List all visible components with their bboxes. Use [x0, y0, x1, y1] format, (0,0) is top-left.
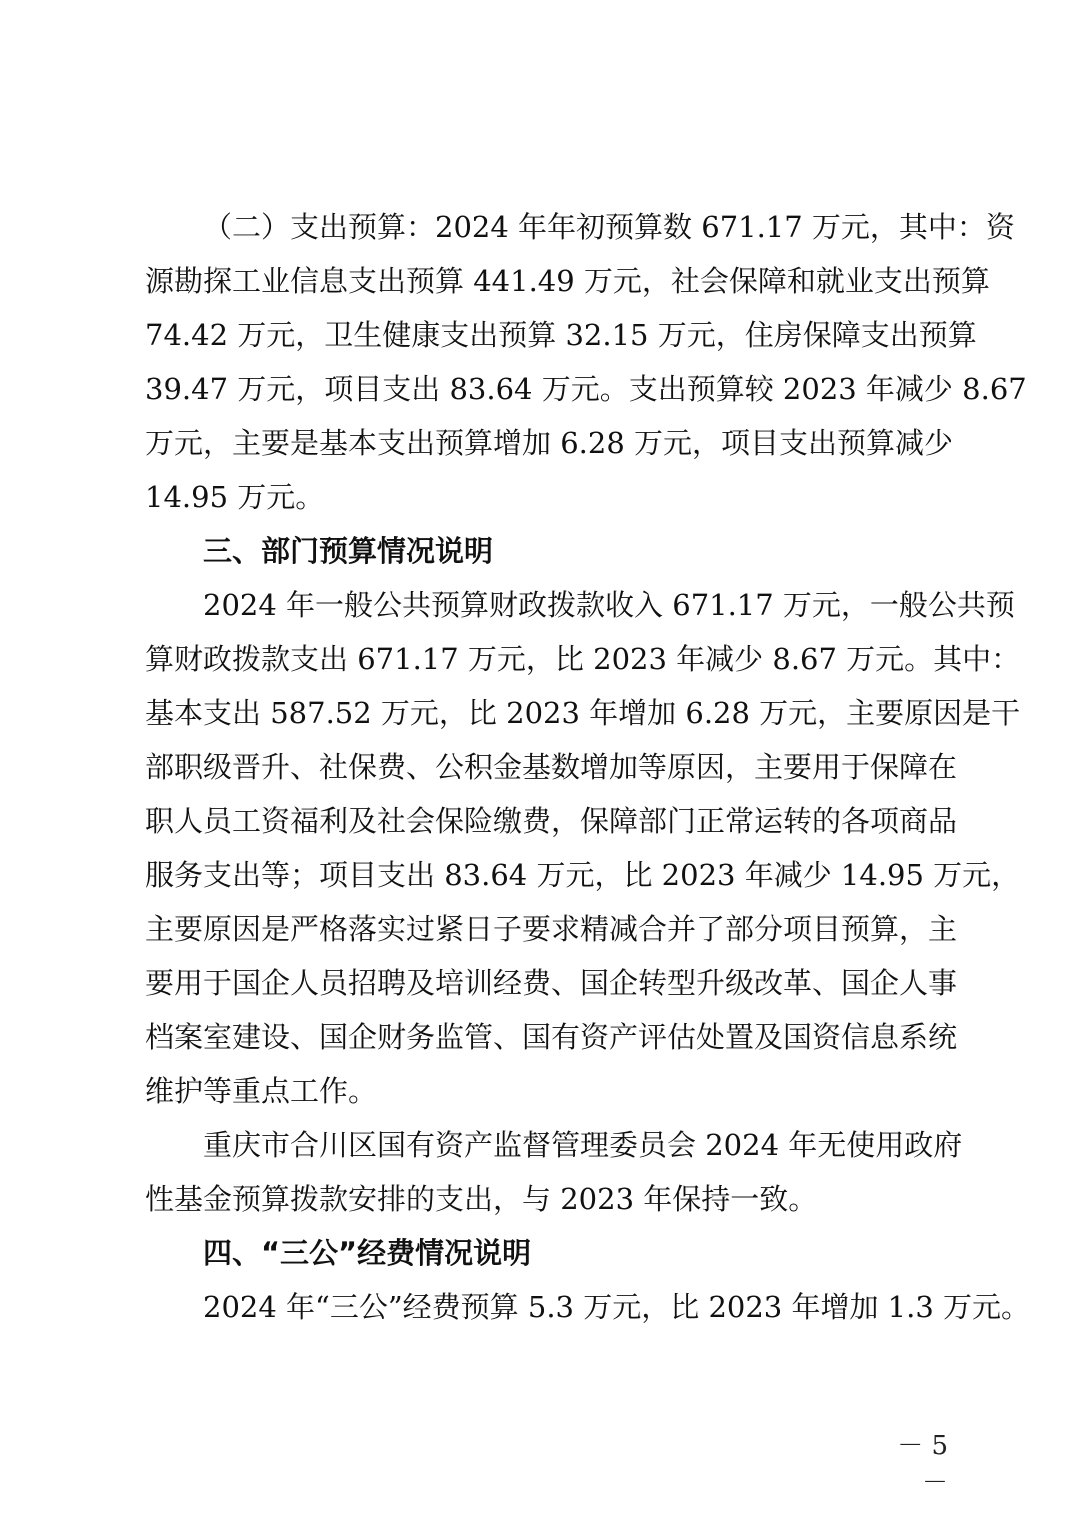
- section-heading-four: 四、“三公”经费情况说明: [203, 1236, 532, 1270]
- text-line: 部职级晋升、社保费、公积金基数增加等原因，主要用于保障在: [145, 750, 958, 784]
- text-line: 39.47 万元，项目支出 83.64 万元。支出预算较 2023 年减少 8.67: [145, 372, 1027, 406]
- page-number: － 5 －: [897, 1431, 948, 1498]
- text-line: 源勘探工业信息支出预算 441.49 万元，社会保障和就业支出预算: [145, 264, 990, 298]
- text-line: 主要原因是严格落实过紧日子要求精减合并了部分项目预算，主: [145, 912, 958, 946]
- text-line: 职人员工资福利及社会保险缴费，保障部门正常运转的各项商品: [145, 804, 958, 838]
- text-line: 服务支出等；项目支出 83.64 万元，比 2023 年减少 14.95 万元，: [145, 858, 1021, 892]
- text-line: 维护等重点工作。: [145, 1074, 378, 1108]
- text-line: 基本支出 587.52 万元，比 2023 年增加 6.28 万元，主要原因是干: [145, 696, 1021, 730]
- paragraph-government-fund: [145, 1118, 963, 1226]
- paragraph-three-public-expenses: [145, 1280, 1031, 1334]
- text-line: 74.42 万元，卫生健康支出预算 32.15 万元，住房保障支出预算: [145, 318, 977, 352]
- section-heading-three: 三、部门预算情况说明: [203, 534, 494, 568]
- page-content: [145, 200, 1031, 1334]
- text-line: 要用于国企人员招聘及培训经费、国企转型升级改革、国企人事: [145, 966, 958, 1000]
- text-line: 万元，主要是基本支出预算增加 6.28 万元，项目支出预算减少: [145, 426, 954, 460]
- text-line: 14.95 万元。: [145, 480, 325, 514]
- text-line: （二）支出预算：2024 年年初预算数 671.17 万元，其中：资: [203, 210, 1015, 244]
- text-line: 档案室建设、国企财务监管、国有资产评估处置及国资信息系统: [145, 1020, 958, 1054]
- text-line: 算财政拨款支出 671.17 万元，比 2023 年减少 8.67 万元。其中：: [145, 642, 1021, 676]
- text-line: 2024 年“三公”经费预算 5.3 万元，比 2023 年增加 1.3 万元。: [203, 1290, 1031, 1324]
- text-line: 2024 年一般公共预算财政拨款收入 671.17 万元，一般公共预: [203, 588, 1015, 622]
- paragraph-expenditure-budget: [145, 200, 1027, 524]
- paragraph-department-budget: [145, 578, 1021, 1118]
- text-line: 性基金预算拨款安排的支出，与 2023 年保持一致。: [145, 1182, 818, 1216]
- text-line: 重庆市合川区国有资产监督管理委员会 2024 年无使用政府: [203, 1128, 963, 1162]
